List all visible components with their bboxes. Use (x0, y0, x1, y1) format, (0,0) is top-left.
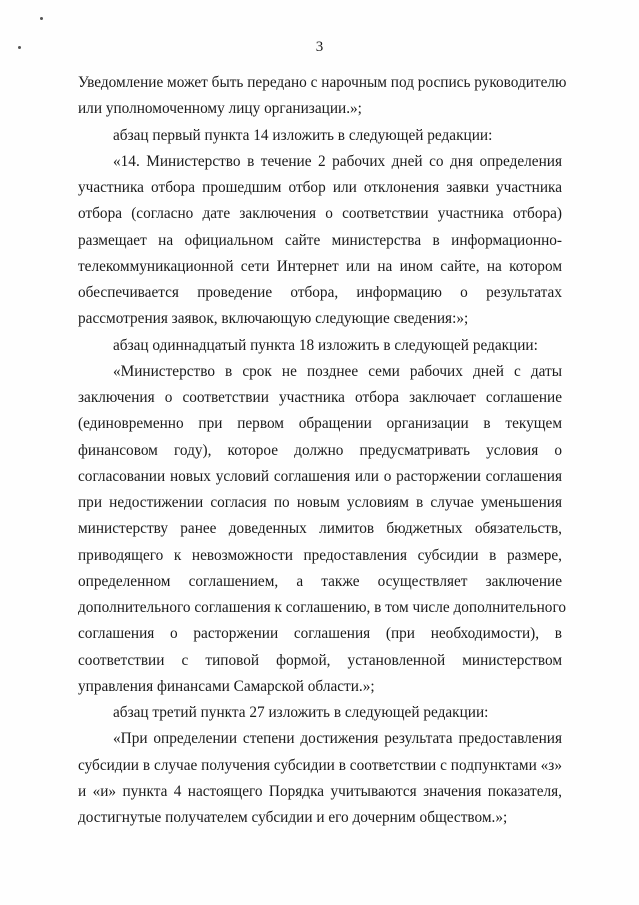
text-line: при недостижении согласия по новым условиям в случае уменьшения (78, 494, 562, 511)
text-line: субсидии в случае получения субсидии в соответствии с подпунктами «з» (78, 757, 562, 774)
text-line: отбора (согласно дате заключения о соответствии участника отбора) (78, 205, 562, 222)
text-line: рассмотрения заявок, включающую следующие сведения:»; (78, 310, 469, 327)
text-line: финансовом году), которое должно предусматривать условия о (78, 442, 562, 459)
text-line: «При определении степени достижения результата предоставления (113, 730, 562, 747)
text-line: телекоммуникационной сети Интернет или на ином сайте, на котором (78, 258, 562, 275)
text-line: обеспечивается проведение отбора, информацию о результатах (78, 284, 562, 301)
text-line: абзац третий пункта 27 изложить в следующей редакции: (113, 704, 489, 721)
text-line: участника отбора прошедшим отбор или отклонения заявки участника (78, 179, 562, 196)
page-number: 3 (315, 39, 324, 55)
text-line: заключения о соответствии участника отбора заключает соглашение (78, 389, 562, 406)
text-line: приводящего к невозможности предоставления субсидии в размере, (78, 547, 562, 564)
text-line: абзац первый пункта 14 изложить в следующей редакции: (113, 127, 493, 144)
text-line: согласовании новых условий соглашения или о расторжении соглашения (78, 468, 562, 485)
text-line: «Министерство в срок не позднее семи рабочих дней с даты (113, 363, 562, 380)
text-line: соглашения о расторжении соглашения (при необходимости), в (78, 625, 562, 642)
text-line: или уполномоченному лицу организации.»; (78, 100, 362, 117)
text-line: дополнительного соглашения к соглашению, в том числе дополнительного (78, 599, 566, 616)
text-line: Уведомление может быть передано с нарочным под роспись руководителю (78, 74, 567, 91)
text-line: и «и» пункта 4 настоящего Порядка учитываются значения показателя, (78, 783, 562, 800)
text-line: министерству ранее доведенных лимитов бюджетных обязательств, (78, 520, 562, 537)
text-line: (единовременно при первом обращении организации в текущем (78, 415, 562, 432)
text-line: соответствии с типовой формой, установленной министерством (78, 652, 562, 669)
text-line: достигнутые получателем субсидии и его дочерним обществом.»; (78, 809, 508, 826)
text-line: размещает на официальном сайте министерства в информационно- (78, 232, 562, 249)
text-line: «14. Министерство в течение 2 рабочих дней со дня определения (113, 153, 562, 170)
text-line: абзац одиннадцатый пункта 18 изложить в следующей редакции: (113, 337, 538, 354)
text-line: определенном соглашением, а также осуществляет заключение (78, 573, 562, 590)
text-line: управления финансами Самарской области.»; (78, 678, 375, 695)
scan-speck (40, 17, 43, 20)
